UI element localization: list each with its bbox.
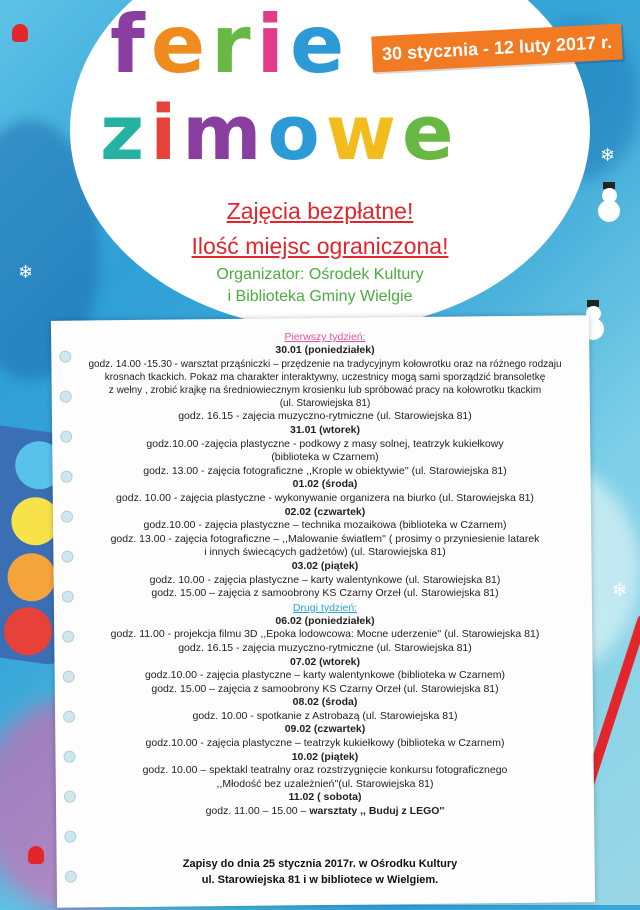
title-letter: m [182, 88, 268, 177]
footer-line-2: ul. Starowiejska 81 i w bibliotece w Wielgiem. [201, 874, 439, 886]
title-letter: i [150, 88, 183, 177]
headline-limited: Ilość miejsc ograniczona! [191, 233, 449, 259]
title-letter: w [325, 88, 402, 177]
schedule-entry: krosnach tkackich. Pokaz ma charakter interaktywny, uczestnicy mogą sami sporządzić bransoletkę [104, 371, 546, 383]
mitten-icon [12, 24, 28, 42]
organizer-line-1: Organizator: Ośrodek Kultury [216, 266, 424, 283]
snowflake-icon: ❄ [612, 580, 628, 601]
day-heading: 03.02 (piątek) [291, 559, 359, 572]
day-heading: 07.02 (wtorek) [289, 655, 361, 668]
day-heading: 02.02 (czwartek) [284, 505, 366, 518]
day-heading: 10.02 (piątek) [291, 750, 359, 763]
schedule-entry: godz. 15.00 – zajęcia z samoobrony KS Czarny Orzeł (ul. Starowiejska 81) [151, 682, 499, 695]
schedule-entry: godz. 13.00 - zajęcia fotograficzne – ,,Malowanie światłem'' ( prosimy o przyniesienie latarek [110, 532, 540, 545]
schedule-entry: i innych świecących gadżetów) (ul. Starowiejska 81) [204, 546, 446, 559]
schedule-entry: godz.10.00 - zajęcia plastyczne – teatrzyk kukiełkowy (biblioteka w Czarnem) [145, 737, 505, 750]
title-letter: o [267, 88, 326, 177]
schedule-entry: godz. 15.00 – zajęcia z samoobrony KS Czarny Orzeł (ul. Starowiejska 81) [151, 587, 499, 600]
week-heading: Drugi tydzień: [292, 601, 358, 614]
schedule-entry: godz. 16.15 - zajęcia muzyczno-rytmiczne (ul. Starowiejska 81) [178, 410, 472, 423]
schedule-entry: godz. 11.00 - projekcja filmu 3D ,,Epoka lodowcowa: Mocne uderzenie'' (ul. Starowiejska 81) [110, 628, 540, 641]
schedule-entry: z wełny , zrobić krajkę na średniowiecznym krosienku lub spróbować pracy na kołowrotku tkackim [108, 385, 542, 396]
day-heading: 31.01 (wtorek) [289, 424, 361, 436]
schedule-entry: (ul. Starowiejska 81) [279, 398, 371, 410]
snowflake-icon: ❄ [18, 262, 34, 283]
title-zimowe [100, 88, 459, 177]
title-letter: e [289, 0, 351, 91]
schedule-entry-time: godz. 11.00 – 15.00 – [205, 805, 310, 818]
schedule [60, 330, 590, 819]
schedule-entry: ,,Młodość bez uzależnień''(ul. Starowiejska 81) [216, 777, 434, 790]
day-heading: 06.02 (poniedziałek) [275, 614, 375, 627]
title-letter: z [100, 88, 151, 177]
organizer-line-2: i Biblioteka Gminy Wielgie [227, 288, 413, 305]
schedule-entry: godz. 10.00 - zajęcia plastyczne - wykonywanie organizera na biurko (ul. Starowiejska 81) [116, 491, 534, 504]
schedule-entry: (biblioteka w Czarnem) [271, 451, 379, 464]
paint-blob-orange [4, 550, 58, 604]
schedule-entry: godz. 14.00 -15.30 - warsztat prząśniczki – przędzenie na tradycyjnym kołowrotku oraz na różnego rodzaju [88, 358, 562, 370]
snowflake-icon: ❄ [600, 145, 616, 166]
schedule-entry-highlight: warsztaty ,, Buduj z LEGO'' [309, 805, 445, 818]
schedule-entry: godz. 10.00 – spektakl teatralny oraz rozstrzygnięcie konkursu fotograficznego [142, 764, 508, 777]
title-ferie [110, 0, 350, 91]
snowman-icon [598, 182, 620, 222]
schedule-entry: godz.10.00 - zajęcia plastyczne – karty walentynkowe (biblioteka w Czarnem) [144, 669, 506, 682]
schedule-entry: godz. 13.00 - zajęcia fotograficzne ,,Krople w obiektywie'' (ul. Starowiejska 81) [143, 464, 507, 477]
day-heading: 11.02 ( sobota) [288, 791, 362, 804]
title-letter: e [401, 88, 460, 177]
title-letter: e [150, 0, 212, 91]
schedule-entry: godz. 16.15 - zajęcia muzyczno-rytmiczne (ul. Starowiejska 81) [178, 641, 472, 654]
title-letter: f [110, 0, 151, 91]
schedule-entry: godz.10.00 - zajęcia plastyczne – technika mozaikowa (biblioteka w Czarnem) [143, 519, 507, 532]
day-heading: 01.02 (środa) [292, 478, 358, 491]
date-banner: 30 stycznia - 12 luty 2017 r. [371, 23, 623, 72]
schedule-entry: godz.10.00 -zajęcia plastyczne - podkowy z masy solnej, teatrzyk kukiełkowy [146, 437, 504, 450]
paint-blob-red [1, 604, 55, 658]
footer-line-1: Zapisy do dnia 25 stycznia 2017r. w Ośrodku Kultury [182, 858, 458, 870]
day-heading: 30.01 (poniedziałek) [275, 344, 375, 356]
schedule-entry: godz. 10.00 - zajęcia plastyczne – karty walentynkowe (ul. Starowiejska 81) [149, 573, 501, 586]
week-heading: Pierwszy tydzień: [284, 331, 366, 343]
day-heading: 08.02 (środa) [292, 696, 358, 709]
paper-hole [64, 831, 76, 843]
schedule-entry: godz. 10.00 - spotkanie z Astrobazą (ul. Starowiejska 81) [192, 709, 458, 722]
title-letter: r [211, 0, 257, 91]
schedule-entry [60, 805, 590, 819]
title-letter: i [256, 0, 290, 91]
headline-free: Zajęcia bezpłatne! [226, 198, 414, 224]
day-heading: 09.02 (czwartek) [284, 723, 366, 736]
